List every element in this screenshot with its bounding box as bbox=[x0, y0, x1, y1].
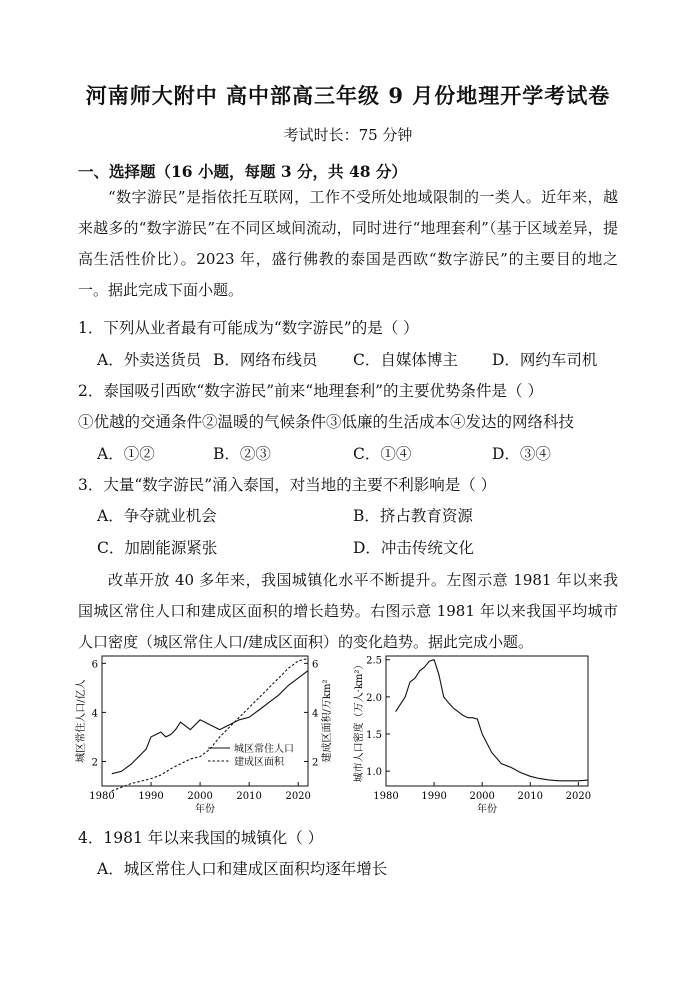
q3-option-a: A．争夺就业机会 bbox=[97, 507, 217, 525]
legend-label: 城区常住人口 bbox=[234, 744, 294, 755]
exam-duration: 考试时长：75 分钟 bbox=[283, 126, 413, 144]
series-line-density bbox=[396, 660, 588, 781]
question-4-stem: 4．1981 年以来我国的城镇化（ ） bbox=[78, 829, 324, 847]
q2-option-b: B．②③ bbox=[213, 445, 271, 463]
exam-title: 河南师大附中 高中部高三年级 9 月份地理开学考试卷 bbox=[85, 83, 611, 108]
q2-option-d: D．③④ bbox=[492, 445, 551, 463]
x-tick-label: 1980 bbox=[89, 791, 115, 802]
y-tick-label: 6 bbox=[91, 659, 98, 671]
charts-figure bbox=[76, 648, 618, 815]
question-2-stem: 2．泰国吸引西欧“数字游民”前来“地理套利”的主要优势条件是（ ） bbox=[78, 382, 543, 400]
legend-label: 建成区面积 bbox=[234, 757, 284, 768]
chart-population-density bbox=[352, 656, 591, 815]
y2-tick-label: 2 bbox=[312, 757, 319, 769]
y2-tick-label: 6 bbox=[312, 659, 319, 671]
question-3-stem: 3．大量“数字游民”涌入泰国，对当地的主要不利影响是（ ） bbox=[78, 476, 497, 494]
passage-urbanization: 改革开放 40 多年来，我国城镇化水平不断提升。左图示意 1981 年以来我国城区常住人口和建成区面积的增长趋势。右图示意 1981 年以来我国平均城市人口密度（城区常住人口/建成区面积）的变化趋势。据此完成小题。 bbox=[78, 571, 618, 651]
q1-option-c: C．自媒体博主 bbox=[353, 351, 458, 369]
x-axis-label: 年份 bbox=[195, 804, 215, 815]
q4-option-a: A．城区常住人口和建成区面积均逐年增长 bbox=[97, 860, 388, 878]
x-tick-label: 2020 bbox=[285, 791, 311, 802]
q2-option-a: A．①② bbox=[97, 445, 155, 463]
y-tick-label: 1.5 bbox=[366, 730, 382, 741]
x-tick-label: 1990 bbox=[421, 791, 447, 802]
y-tick-label: 2.0 bbox=[366, 692, 382, 704]
q3-option-c: C．加剧能源紧张 bbox=[97, 539, 218, 557]
y-tick-label: 2 bbox=[91, 757, 98, 769]
section-heading: 一、选择题（16 小题，每题 3 分，共 48 分） bbox=[78, 162, 407, 181]
x-tick-label: 2000 bbox=[187, 791, 213, 802]
y-axis-label: 城市人口密度（万人·km²） bbox=[354, 659, 365, 783]
x-tick-label: 2000 bbox=[469, 791, 495, 802]
q3-option-d: D．冲击传统文化 bbox=[353, 539, 474, 557]
x-tick-label: 1990 bbox=[138, 791, 164, 802]
question-1-stem: 1．下列从业者最有可能成为“数字游民”的是（ ） bbox=[78, 319, 419, 337]
x-tick-label: 2010 bbox=[517, 791, 544, 802]
q2-conditions: ①优越的交通条件②温暖的气候条件③低廉的生活成本④发达的网络科技 bbox=[78, 413, 575, 431]
x-tick-label: 2010 bbox=[236, 791, 262, 802]
x-tick-label: 1980 bbox=[373, 791, 399, 802]
chart-population-area bbox=[74, 656, 333, 815]
y2-axis-label: 建成区面积/万km² bbox=[322, 679, 333, 763]
y-axis-label: 城区常住人口/亿人 bbox=[76, 679, 87, 763]
q1-option-d: D．网约车司机 bbox=[492, 351, 598, 369]
y-tick-label: 2.5 bbox=[366, 655, 382, 667]
x-axis-label: 年份 bbox=[477, 804, 497, 815]
y-tick-label: 1.0 bbox=[366, 767, 382, 779]
q2-option-c: C．①④ bbox=[353, 445, 412, 463]
y-tick-label: 4 bbox=[91, 708, 98, 720]
q1-option-a: A．外卖送货员 bbox=[97, 351, 202, 369]
q1-option-b: B．网络布线员 bbox=[213, 351, 318, 369]
y2-tick-label: 4 bbox=[312, 708, 319, 720]
x-tick-label: 2020 bbox=[565, 791, 592, 802]
q3-option-b: B．挤占教育资源 bbox=[353, 507, 473, 525]
passage-digital-nomads: “数字游民”是指依托互联网，工作不受所处地域限制的一类人。近年来，越来越多的“数字游民”在不同区域间流动，同时进行“地理套利”（基于区域差异，提高生活性价比）。2023 年，盛行佛教的泰国是西欧“数字游民”的主要目的地之一。据此完成下面小题。 bbox=[78, 188, 618, 299]
